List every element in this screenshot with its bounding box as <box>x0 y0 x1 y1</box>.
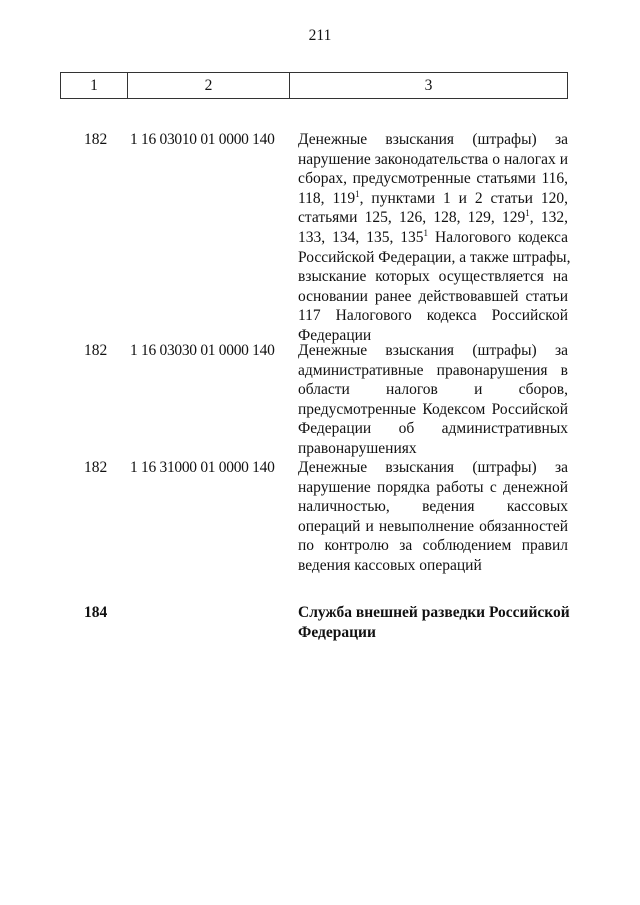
text-segment: наличностью, ведения кассовых <box>298 498 568 516</box>
description-line <box>298 228 568 248</box>
text-segment: по контролю за соблюдением правил <box>298 537 568 555</box>
description-line <box>298 556 568 576</box>
budget-classification-code: 1 16 03030 01 0000 140 <box>130 342 275 359</box>
text-segment: административные правонарушения в <box>298 361 568 379</box>
description-line <box>298 130 568 150</box>
text-segment: 117 Налогового кодекса Российской <box>298 307 568 325</box>
text-segment: статьями 125, 126, 128, 129, 129 <box>298 209 526 227</box>
revenue-admin-code: 182 <box>84 459 108 476</box>
table-header <box>60 72 568 99</box>
description <box>298 130 571 346</box>
revenue-admin-code: 182 <box>84 131 108 148</box>
budget-classification-code: 1 16 03010 01 0000 140 <box>130 131 275 148</box>
text-segment: операций и невыполнение обязанностей <box>298 517 568 535</box>
text-segment: взыскание которых осуществляется на <box>298 268 568 286</box>
revenue-admin-code: 182 <box>84 342 108 359</box>
superscript: 1 <box>423 227 429 238</box>
description-line <box>298 287 568 307</box>
text-segment: ведения кассовых операций <box>298 556 482 574</box>
description-line <box>298 400 568 420</box>
description-line <box>298 248 571 268</box>
text-segment: , пунктами 1 и 2 статьи 120, <box>359 189 568 207</box>
description-line <box>298 623 568 643</box>
description-line <box>298 517 568 537</box>
description-line <box>298 380 568 400</box>
text-segment: Денежные взыскания (штрафы) за <box>298 459 568 476</box>
text-segment: 118, 119 <box>298 189 356 207</box>
text-segment: 133, 134, 135, 135 <box>298 228 424 246</box>
header-col-3: 3 <box>424 76 433 94</box>
page-number: 211 <box>308 27 332 44</box>
description-line <box>298 458 568 478</box>
description <box>298 458 568 576</box>
text-segment: области налогов и сборов, <box>298 381 568 399</box>
description-line <box>298 361 568 381</box>
text-segment: основании ранее действовавшей статьи <box>298 287 568 305</box>
description-line <box>298 603 568 623</box>
text-segment: Налогового кодекса <box>428 228 568 246</box>
description-line <box>298 189 568 209</box>
description <box>298 341 568 459</box>
description-line <box>298 439 568 459</box>
header-col-1: 1 <box>61 73 128 98</box>
text-segment: нарушение порядка работы с денежной <box>298 478 568 496</box>
description-line <box>298 150 568 170</box>
text-segment: Денежные взыскания (штрафы) за <box>298 342 568 359</box>
superscript: 1 <box>355 188 360 199</box>
description-line <box>298 419 568 439</box>
text-segment: предусмотренные Кодексом Российской <box>298 400 568 418</box>
text-segment: Федерации об административных <box>298 420 568 438</box>
description-line <box>298 306 568 326</box>
superscript: 1 <box>525 208 530 219</box>
header-col-2: 2 <box>128 73 290 98</box>
description-line <box>298 208 568 228</box>
text-segment: Служба внешней разведки Российской <box>298 604 570 621</box>
description-line <box>298 341 568 361</box>
description <box>298 603 568 642</box>
description-line <box>298 267 568 287</box>
text-segment: , 132, <box>529 209 569 227</box>
description-line <box>298 169 568 189</box>
revenue-admin-code: 184 <box>84 604 108 621</box>
description-line <box>298 536 568 556</box>
text-segment: Российской Федерации, а также штрафы, <box>298 248 571 266</box>
text-segment: Федерации <box>298 326 372 344</box>
description-line <box>298 478 568 498</box>
text-segment: Денежные взыскания (штрафы) за <box>298 131 568 148</box>
text-segment: нарушение законодательства о налогах и <box>298 150 568 168</box>
text-segment: Федерации <box>298 623 376 641</box>
description-line <box>298 497 568 517</box>
budget-classification-code: 1 16 31000 01 0000 140 <box>130 459 275 476</box>
text-segment: сборах, предусмотренные статьями 116, <box>298 170 568 188</box>
text-segment: правонарушениях <box>298 439 417 457</box>
